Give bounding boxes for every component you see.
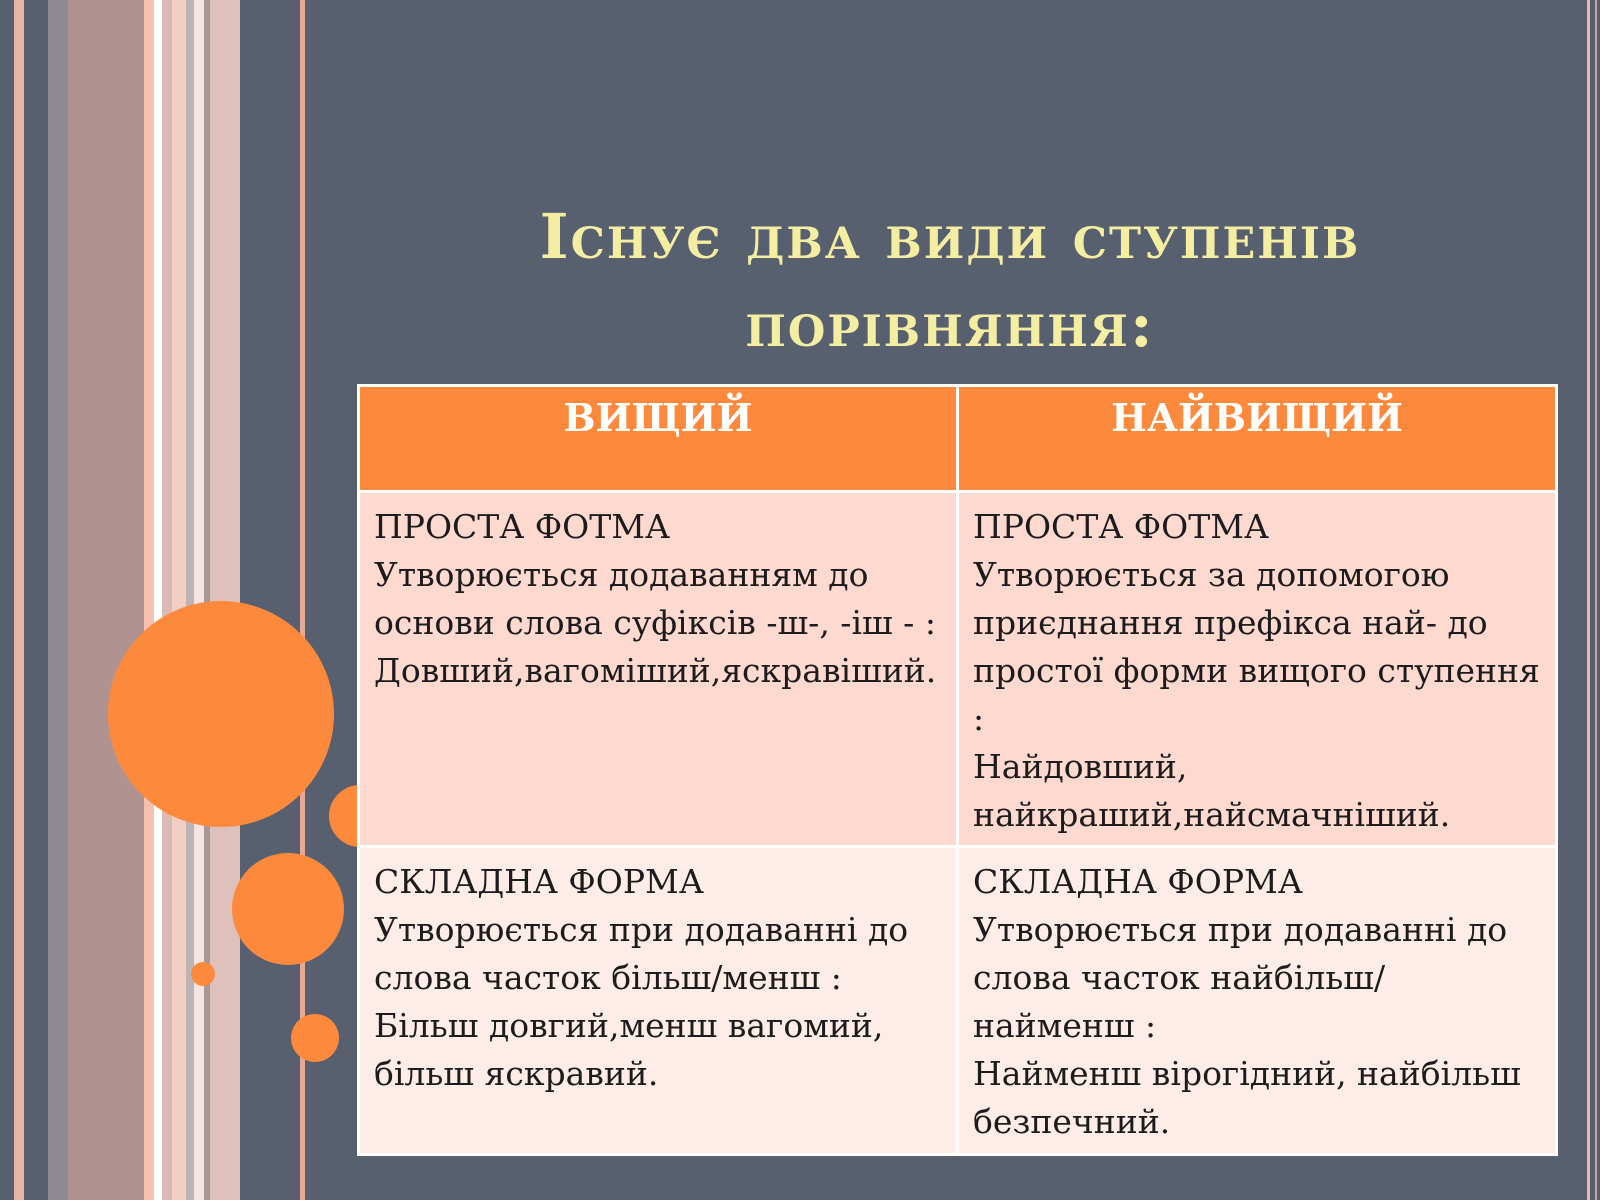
decorative-circle (191, 962, 215, 986)
decorative-stripe (172, 0, 186, 1200)
cell-text: СКЛАДНА ФОРМА Утворюється при додаванні до слова часток найбільш/найменш : Найменш вірогідний, найбільш безпечний. (973, 862, 1521, 1141)
table-cell (359, 492, 958, 847)
decorative-circle (291, 1014, 339, 1062)
header-cell-comparative: ВИЩИЙ (359, 386, 958, 492)
decorative-stripe (144, 0, 154, 1200)
decorative-stripe (240, 0, 300, 1200)
decorative-stripe (186, 0, 194, 1200)
decorative-stripe (14, 0, 24, 1200)
decorative-stripe (1587, 0, 1590, 1200)
cell-text: СКЛАДНА ФОРМА Утворюється при додаванні до слова часток більш/менш : Більш довгий,менш вагомий, більш яскравий. (374, 862, 909, 1093)
table-row (359, 492, 1557, 847)
table-cell (958, 847, 1557, 1155)
slide-title: Існує два види ступенів порівняння: (539, 200, 1361, 361)
table-cell (359, 847, 958, 1155)
decorative-circle (232, 853, 344, 965)
decorative-circle (108, 601, 334, 827)
decorative-stripe (194, 0, 204, 1200)
decorative-stripe (68, 0, 144, 1200)
decorative-stripe (154, 0, 162, 1200)
comparison-table (357, 384, 1558, 1156)
decorative-stripe (162, 0, 172, 1200)
decorative-stripe (48, 0, 68, 1200)
decorative-stripe (0, 0, 14, 1200)
decorative-stripe (210, 0, 240, 1200)
table-header-row (359, 386, 1557, 492)
table-cell (958, 492, 1557, 847)
table-row (359, 847, 1557, 1155)
decorative-stripe (24, 0, 48, 1200)
decorative-stripe (1595, 0, 1597, 1200)
header-cell-superlative: НАЙВИЩИЙ (958, 386, 1557, 492)
cell-text: ПРОСТА ФОТМА Утворюється додаванням до основи слова суфіксів -ш-, -іш - : Довший,вагоміший,яскравіший. (374, 507, 937, 690)
cell-text: ПРОСТА ФОТМА Утворюється за допомогою приєднання префікса най- до простої форми вищого ступення : Найдовший, найкраший,найсмачніший. (973, 507, 1540, 834)
